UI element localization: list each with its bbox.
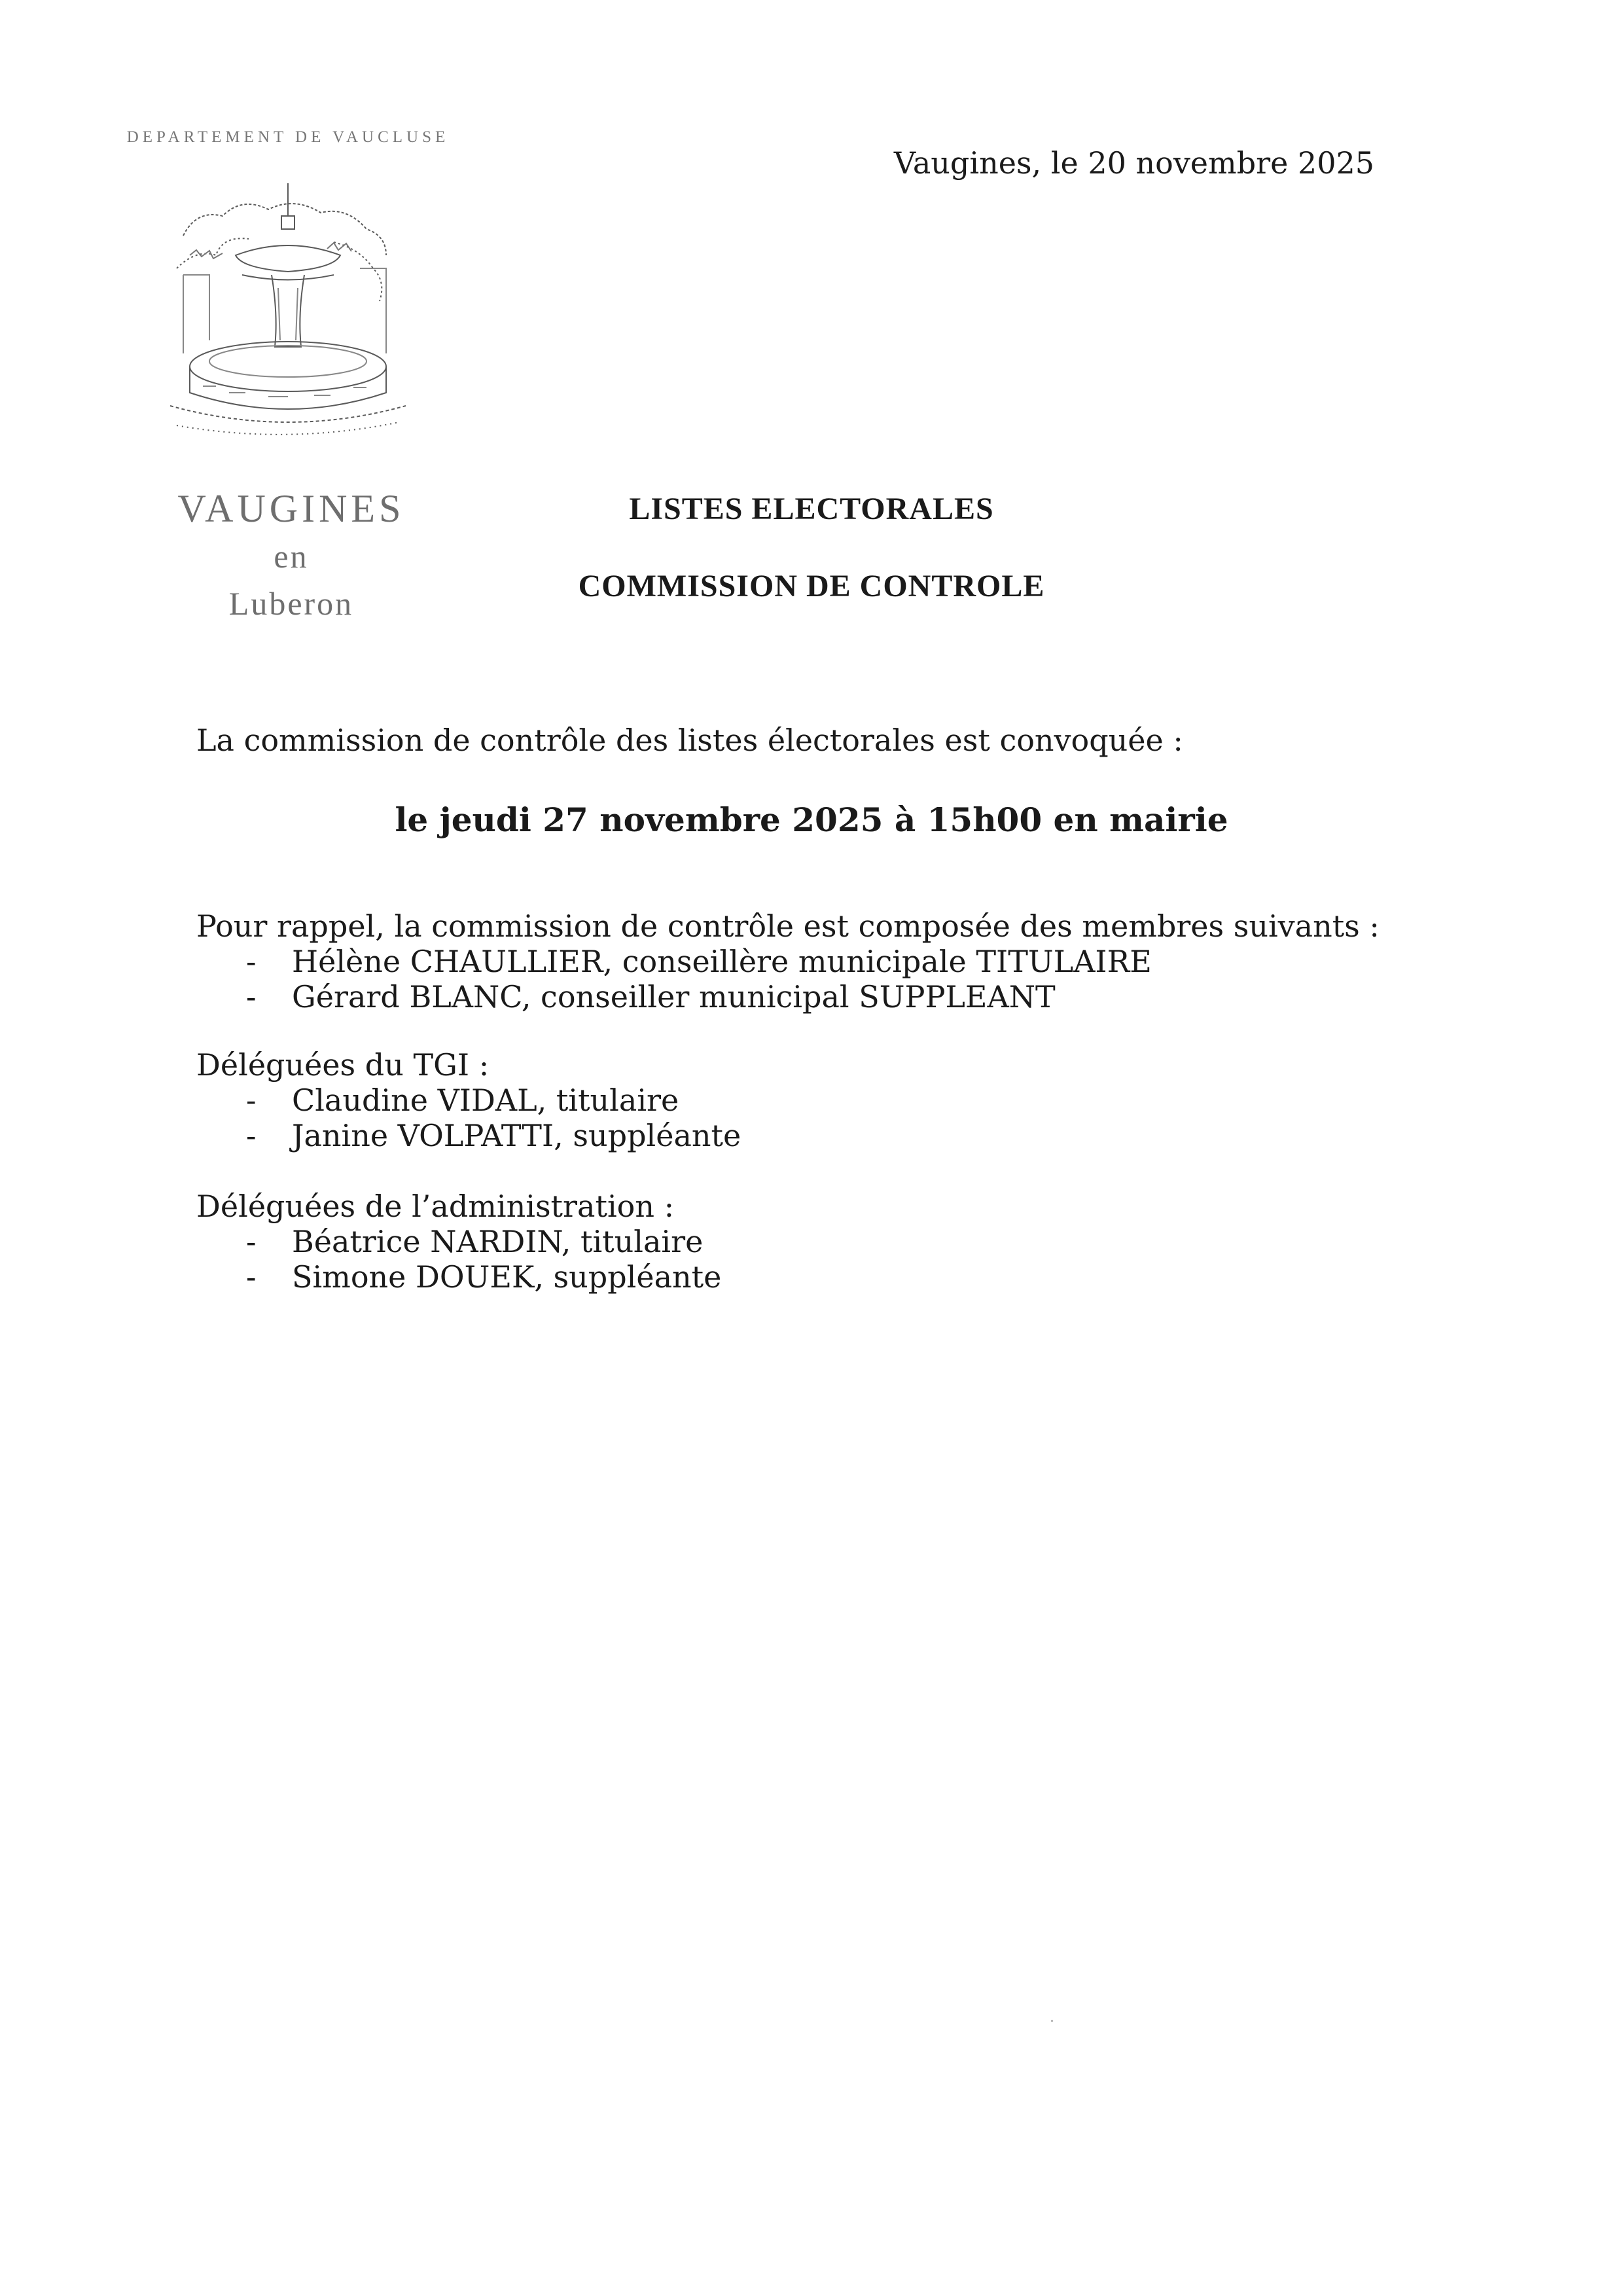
- list-marker: -: [246, 979, 257, 1014]
- list-item-text: Béatrice NARDIN, titulaire: [292, 1224, 704, 1259]
- list-item: [196, 1118, 741, 1153]
- section-heading: Pour rappel, la commission de contrôle est composée des membres suivants :: [196, 908, 1380, 944]
- section-heading: Déléguées du TGI :: [196, 1047, 490, 1083]
- list-marker: -: [246, 1083, 257, 1118]
- town-name-line2: en: [274, 538, 309, 575]
- list-marker: -: [246, 1259, 257, 1295]
- list-item: [196, 979, 1380, 1014]
- list-item-text: Hélène CHAULLIER, conseillère municipale TITULAIRE: [292, 944, 1152, 979]
- list-marker: -: [246, 1118, 257, 1153]
- list-item-text: Simone DOUEK, suppléante: [292, 1259, 722, 1295]
- list-marker: -: [246, 1224, 257, 1259]
- town-name-line3: Luberon: [228, 585, 354, 622]
- department-name: DEPARTEMENT DE VAUCLUSE: [126, 128, 450, 146]
- member-list: [196, 944, 1380, 1014]
- delegate-list: [196, 1224, 721, 1295]
- tgi-delegates-section: [196, 1047, 741, 1153]
- date-line: Vaugines, le 20 novembre 2025: [893, 145, 1374, 181]
- delegate-list: [196, 1083, 741, 1153]
- list-item-text: Janine VOLPATTI, suppléante: [292, 1118, 741, 1153]
- fountain-engraving-icon: [164, 177, 412, 445]
- list-item-text: Claudine VIDAL, titulaire: [292, 1083, 679, 1118]
- meeting-details: le jeudi 27 novembre 2025 à 15h00 en mairie: [395, 800, 1228, 839]
- title-line-2: COMMISSION DE CONTROLE: [578, 569, 1045, 603]
- title-line-1: LISTES ELECTORALES: [629, 492, 994, 526]
- list-item-text: Gérard BLANC, conseiller municipal SUPPLEANT: [292, 979, 1056, 1014]
- list-marker: -: [246, 944, 257, 979]
- administration-delegates-section: [196, 1189, 721, 1295]
- town-name: VAUGINES: [177, 487, 405, 530]
- list-item: [196, 1259, 721, 1295]
- list-item: [196, 1224, 721, 1259]
- section-heading: Déléguées de l’administration :: [196, 1189, 675, 1224]
- list-item: [196, 1083, 741, 1118]
- members-section: [196, 908, 1380, 1014]
- scan-artifact: [1051, 2020, 1053, 2022]
- town-name-block: [151, 484, 432, 627]
- list-item: [196, 944, 1380, 979]
- intro-paragraph: La commission de contrôle des listes électorales est convoquée :: [196, 723, 1183, 758]
